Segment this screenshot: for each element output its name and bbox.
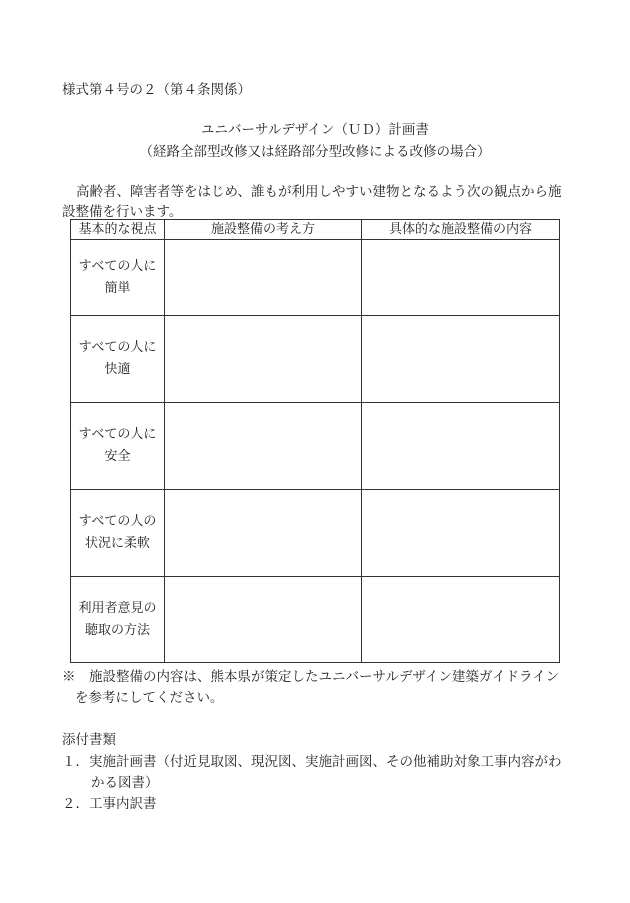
viewpoint-cell bbox=[71, 490, 165, 577]
table-row bbox=[71, 316, 560, 403]
intro-line-1: 高齢者、障害者等をはじめ、誰もが利用しやすい建物となるよう次の観点から施 bbox=[76, 184, 562, 200]
viewpoint-line-1: すべての人に bbox=[78, 258, 157, 274]
viewpoint-cell bbox=[71, 240, 165, 316]
viewpoint-cell bbox=[71, 577, 165, 663]
content-cell[interactable] bbox=[362, 403, 560, 490]
attachments-title: 添付書類 bbox=[62, 732, 116, 748]
intro-line-2: 設整備を行います。 bbox=[62, 204, 183, 220]
viewpoint-cell bbox=[71, 403, 165, 490]
ud-plan-table bbox=[70, 219, 560, 663]
viewpoint-line-1: すべての人の bbox=[78, 514, 157, 529]
header-viewpoint: 基本的な視点 bbox=[71, 220, 165, 240]
viewpoint-line-2: 快適 bbox=[104, 362, 131, 377]
content-cell[interactable] bbox=[362, 490, 560, 577]
attachment-item-2: ２．工事内訳書 bbox=[62, 796, 157, 812]
attachment-item-1-cont: かる図書） bbox=[91, 775, 159, 791]
viewpoint-cell bbox=[71, 316, 165, 403]
viewpoint-line-1: すべての人に bbox=[78, 427, 157, 442]
viewpoint-line-1: 利用者意見の bbox=[78, 600, 157, 616]
header-content: 具体的な施設整備の内容 bbox=[362, 220, 560, 240]
approach-cell[interactable] bbox=[165, 490, 362, 577]
viewpoint-line-2: 安全 bbox=[104, 449, 131, 464]
viewpoint-line-1: すべての人に bbox=[78, 340, 157, 355]
note-line-2: を参考にしてください。 bbox=[75, 690, 224, 706]
page-subtitle: （経路全部型改修又は経路部分型改修による改修の場合） bbox=[139, 144, 491, 160]
table-row bbox=[71, 403, 560, 490]
page-title: ユニバーサルデザイン（ＵＤ）計画書 bbox=[201, 122, 429, 138]
approach-cell[interactable] bbox=[165, 240, 362, 316]
content-cell[interactable] bbox=[362, 316, 560, 403]
viewpoint-line-2: 状況に柔軟 bbox=[84, 536, 150, 551]
viewpoint-line-2: 聴取の方法 bbox=[84, 622, 150, 638]
attachment-item-1: １．実施計画書（付近見取図、現況図、実施計画図、その他補助対象工事内容がわ bbox=[62, 754, 562, 770]
approach-cell[interactable] bbox=[165, 316, 362, 403]
table-row bbox=[71, 240, 560, 316]
approach-cell[interactable] bbox=[165, 403, 362, 490]
form-number: 様式第４号の２（第４条関係） bbox=[62, 82, 251, 98]
viewpoint-line-2: 簡単 bbox=[104, 280, 131, 296]
table-row bbox=[71, 490, 560, 577]
approach-cell[interactable] bbox=[165, 577, 362, 663]
table-row bbox=[71, 577, 560, 663]
content-cell[interactable] bbox=[362, 577, 560, 663]
header-approach: 施設整備の考え方 bbox=[165, 220, 362, 240]
content-cell[interactable] bbox=[362, 240, 560, 316]
table-header-row bbox=[71, 220, 560, 240]
note-line-1: ※ 施設整備の内容は、熊本県が策定したユニバーサルデザイン建築ガイドライン bbox=[62, 669, 560, 685]
